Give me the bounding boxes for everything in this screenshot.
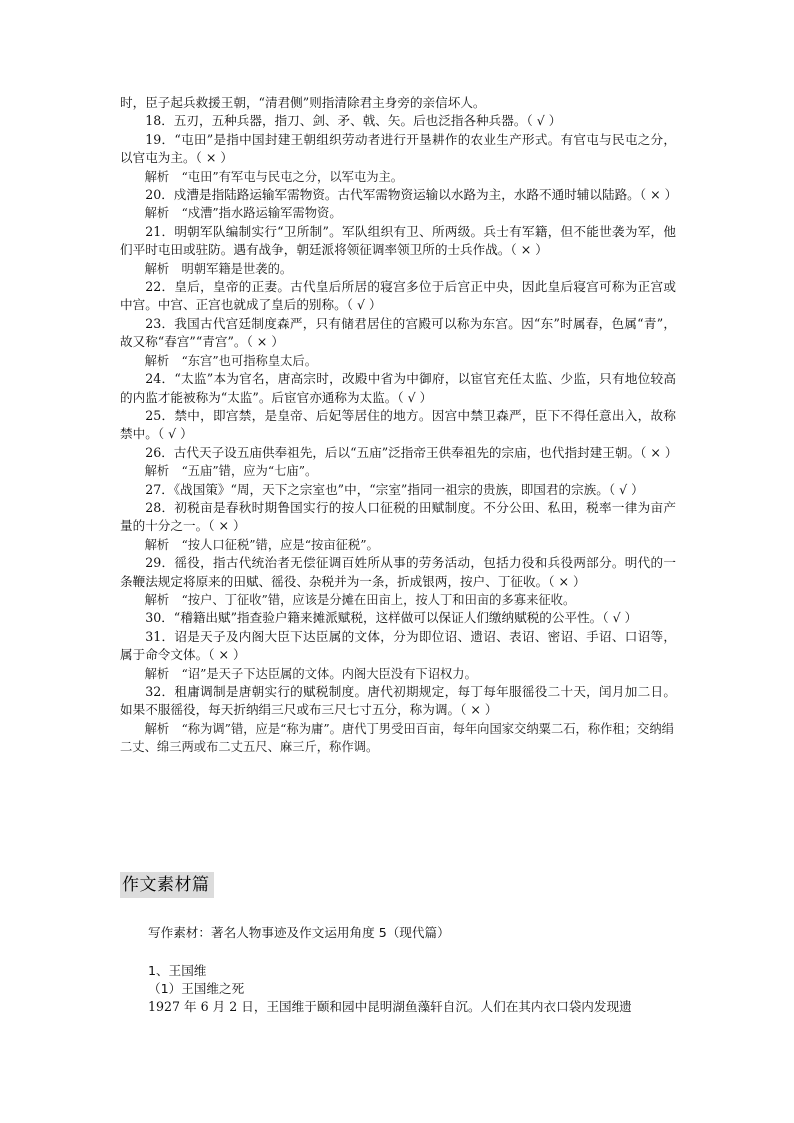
- question-30: 30．“稽籍出赋”指查验户籍来摊派赋税，这样做可以保证人们缴纳赋税的公平性。（ √ ）: [145, 610, 638, 626]
- question-20: 20．戍漕是指陆路运输军需物资。古代军需物资运输以水路为主，水路不通时辅以陆路。（ × ）: [145, 187, 678, 203]
- analysis-19: 解析 “屯田”有军屯与民屯之分，以军屯为主。: [144, 169, 404, 184]
- analysis-21: 解析 明朝军籍是世袭的。: [144, 261, 293, 276]
- question-31: 31．诏是天子及内阁大臣下达臣属的文体，分为即位诏、遗诏、表诏、密诏、手诏、口诏等，属于命令文体。（ × ）: [120, 628, 676, 663]
- question-24: 24．“太监”本为官名，唐高宗时，改殿中省为中御府，以宦官充任太监、少监，只有地位较高的内监才能被称为“太监”。后宦官亦通称为太监。（ √ ）: [120, 371, 676, 405]
- section-heading: 作文素材篇: [120, 872, 214, 898]
- analysis-23: 解析 “东宫”也可指称皇太后。: [144, 353, 318, 368]
- continuation-line: 时，臣子起兵救援王朝，“清君侧”则指清除君主身旁的亲信坏人。: [120, 95, 486, 110]
- material-title: 写作素材：著名人物事迹及作文运用角度 5（现代篇）: [148, 925, 450, 940]
- subsection-heading: （1）王国维之死: [148, 981, 245, 996]
- analysis-28: 解析 “按人口征税”错，应是“按亩征税”。: [144, 537, 379, 552]
- quiz-content: [120, 94, 676, 757]
- analysis-32: 解析 “称为调”错，应是“称为庸”。唐代丁男受田百亩，每年向国家交纳粟二石，称作租；交纳绢二丈、绵三两或布二丈五尺、麻三斤，称作调。: [120, 721, 674, 755]
- analysis-26: 解析 “五庙”错，应为“七庙”。: [144, 464, 318, 479]
- question-23: 23．我国古代宫廷制度森严，只有储君居住的宫殿可以称为东宫。因“东”时属春，色属“青”，故又称“春宫”“青宫”。（ × ）: [120, 315, 676, 350]
- analysis-31: 解析 “诏”是天子下达臣属的文体。内阁大臣没有下诏权力。: [144, 666, 477, 681]
- body-paragraph: 1927 年 6 月 2 日，王国维于颐和园中昆明湖鱼藻轩自沉。人们在其内衣口袋内发现遗: [148, 999, 632, 1014]
- question-32: 32．租庸调制是唐朝实行的赋税制度。唐代初期规定，每丁每年服徭役二十天，闰月加二日。如果不服徭役，每天折纳绢三尺或布三尺七寸五分，称为调。（ × ）: [120, 684, 676, 718]
- analysis-20: 解析 “戍漕”指水路运输军需物资。: [144, 206, 342, 221]
- analysis-29: 解析 “按户、丁征收”错，应该是分摊在田亩上，按人丁和田亩的多寡来征收。: [144, 592, 576, 607]
- question-19: 19．“屯田”是指中国封建王朝组织劳动者进行开垦耕作的农业生产形式。有官屯与民屯之分，以官屯为主。（ × ）: [120, 131, 676, 166]
- question-28: 28．初税亩是春秋时期鲁国实行的按人口征税的田赋制度。不分公田、私田，税率一律为亩产量的十分之一。（ × ）: [120, 499, 676, 534]
- question-18: 18．五刃，五种兵器，指刀、剑、矛、戟、矢。后也泛指各种兵器。（ √ ）: [145, 113, 562, 129]
- question-22: 22．皇后，皇帝的正妻。古代皇后所居的寝宫多位于后宫正中央，因此皇后寝宫可称为正宫或中宫。中宫、正宫也就成了皇后的别称。（ √ ）: [120, 279, 676, 313]
- question-26: 26．古代天子设五庙供奉祖先，后以“五庙”泛指帝王供奉祖先的宗庙，也代指封建王朝。（ × ）: [145, 444, 678, 460]
- question-27: 27．《战国策》“周，天下之宗室也”中，“宗室”指同一祖宗的贵族，即国君的宗族。（ √ ）: [145, 481, 644, 497]
- question-25: 25．禁中，即宫禁，是皇帝、后妃等居住的地方。因宫中禁卫森严，臣下不得任意出入，故称禁中。（ √ ）: [120, 407, 676, 442]
- question-21: 21．明朝军队编制实行“卫所制”。军队组织有卫、所两级。兵士有军籍，但不能世袭为军，他们平时屯田或驻防。遇有战争，朝廷派将领征调率领卫所的士兵作战。（ × ）: [120, 223, 676, 258]
- question-29: 29．徭役，指古代统治者无偿征调百姓所从事的劳务活动，包括力役和兵役两部分。明代的一条鞭法规定将原来的田赋、徭役、杂税并为一条，折成银两，按户、丁征收。（ × ）: [120, 555, 676, 589]
- person-heading: 1、王国维: [148, 963, 207, 978]
